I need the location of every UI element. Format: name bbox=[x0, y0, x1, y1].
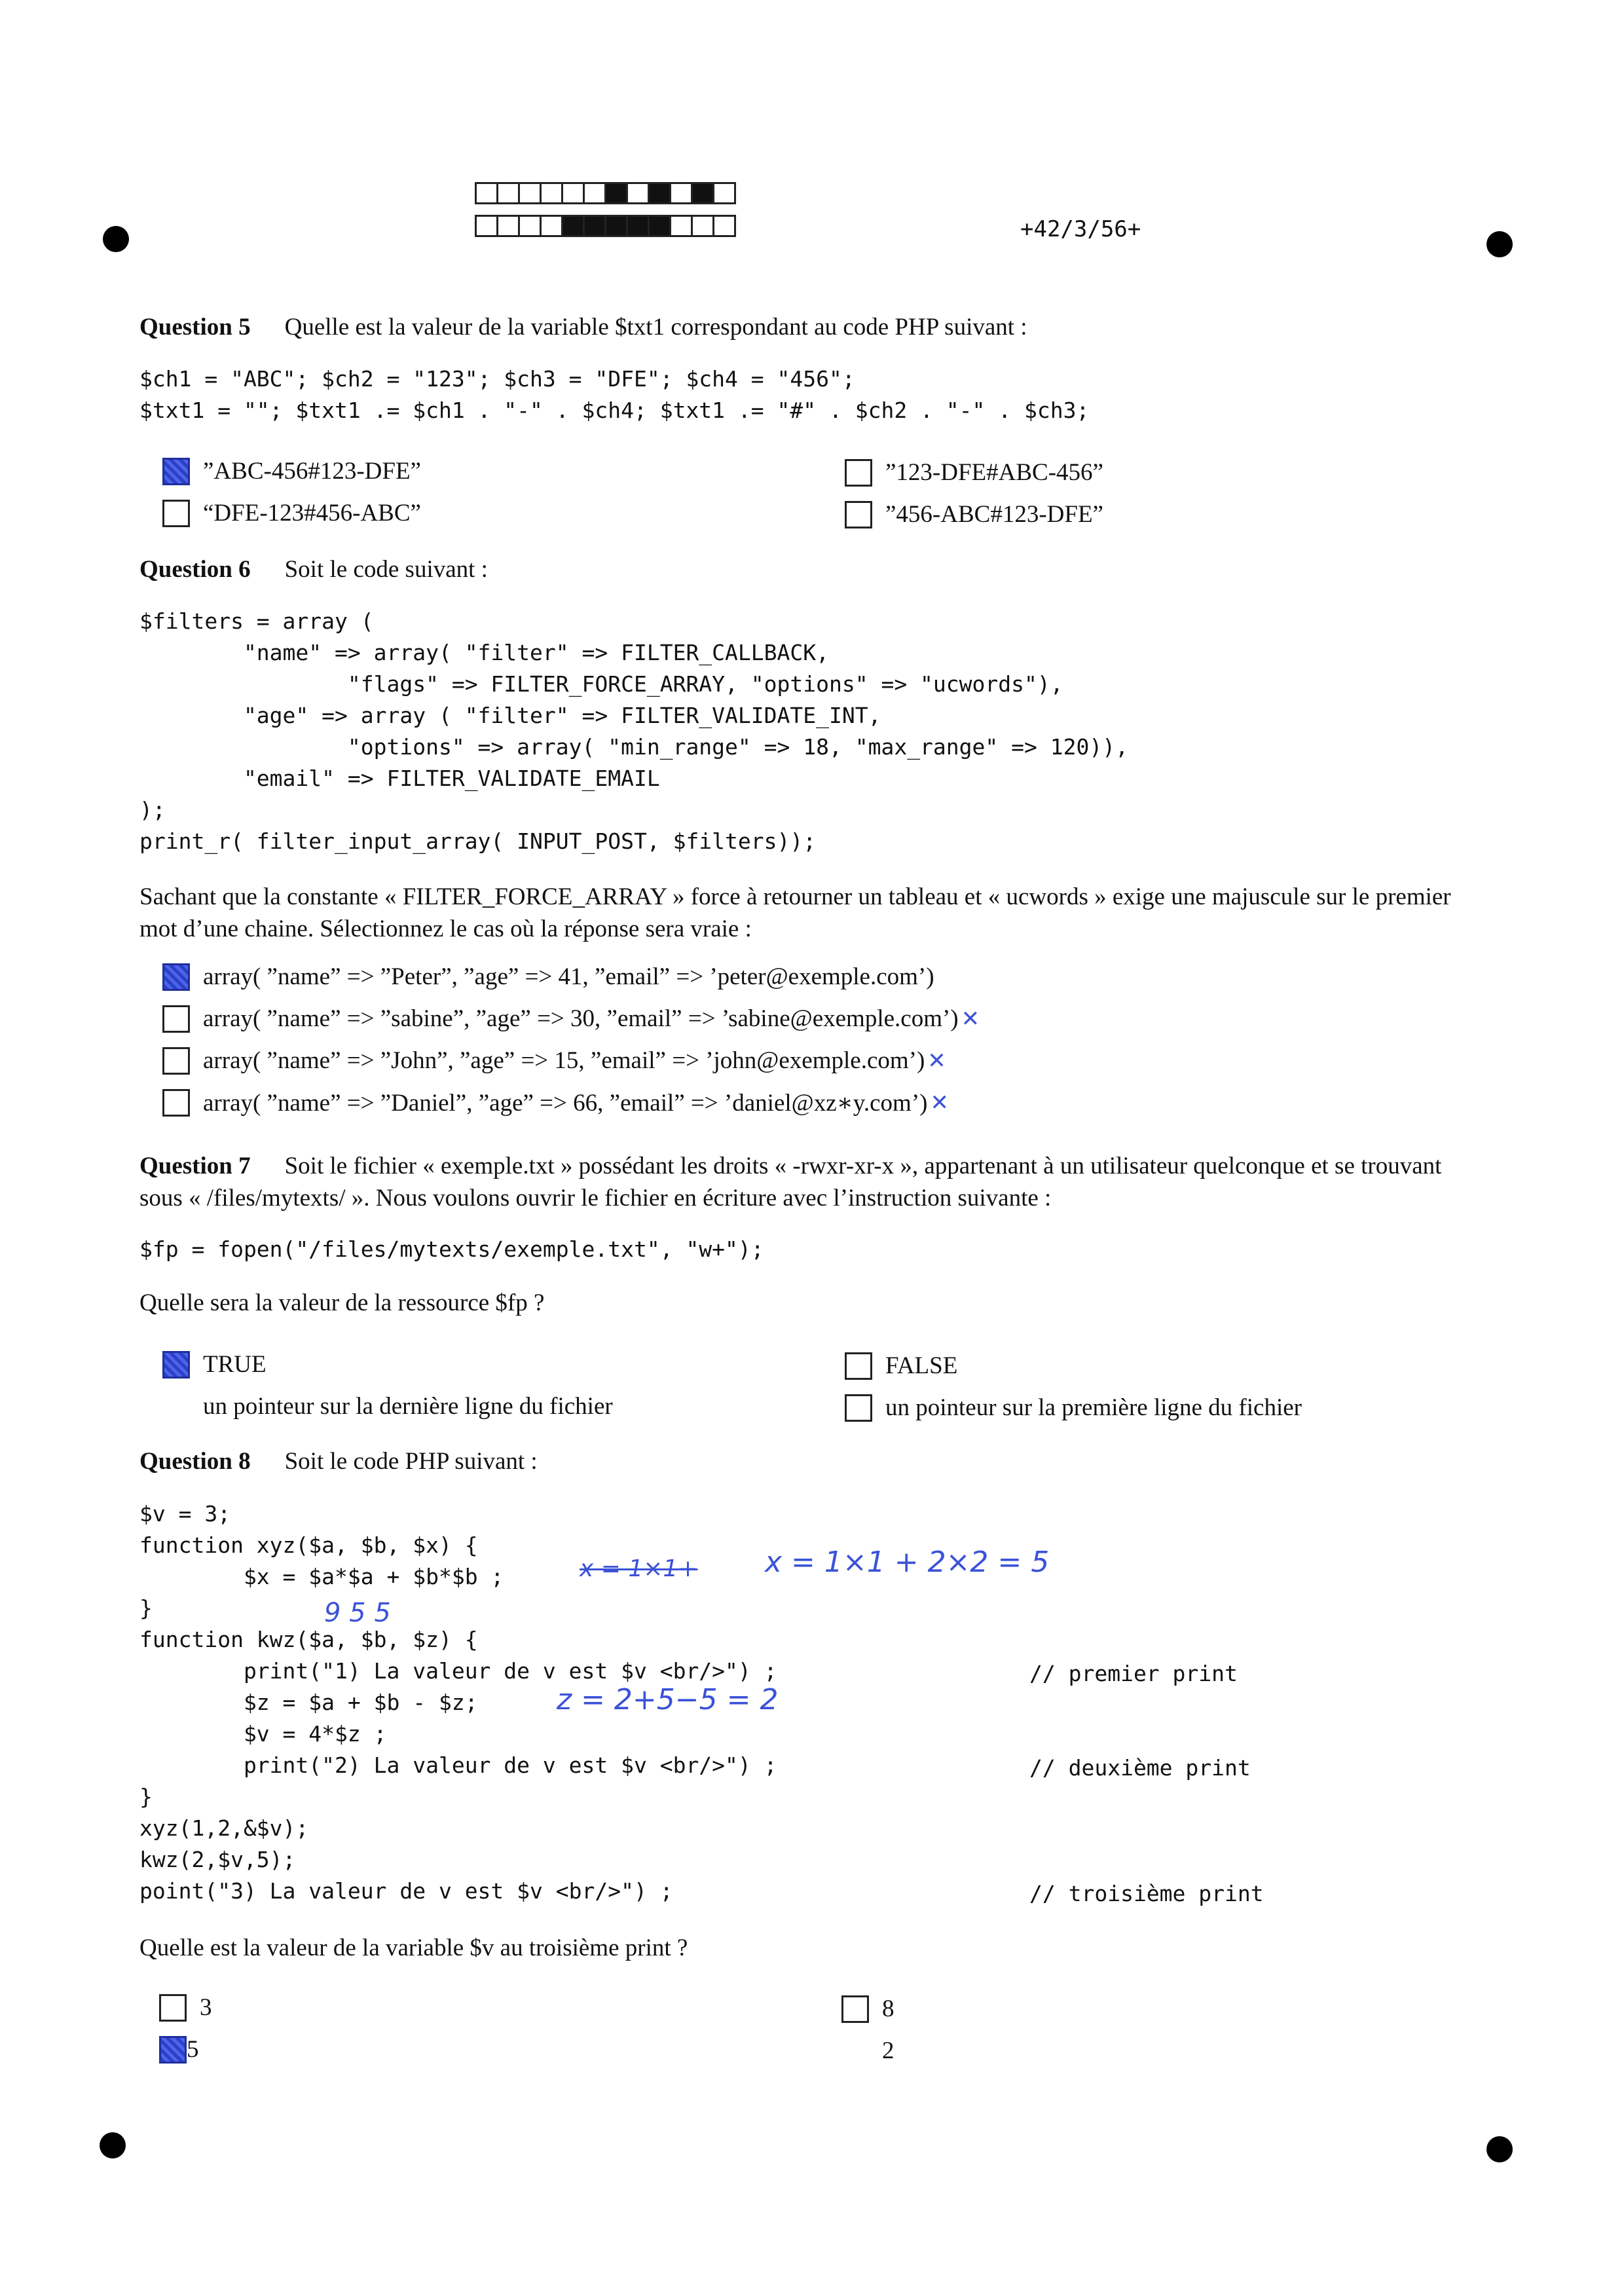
q6-option-3[interactable]: array( ”name” => ”John”, ”age” => 15, ”email” => ’john@exemple.com’) ✕ bbox=[162, 1046, 946, 1075]
checkbox-checked[interactable] bbox=[162, 458, 190, 485]
question-7-code: $fp = fopen("/files/mytexts/exemple.txt", "w+"); bbox=[139, 1236, 764, 1262]
checkbox[interactable] bbox=[159, 1994, 187, 2022]
barcode-cell bbox=[691, 182, 714, 204]
question-prompt: Soit le fichier « exemple.txt » possédant les droits « -rwxr-xr-x », appartenant à un utilisateur quelconque et se trouvant sous « /files/mytexts/ ». Nous voulons ouvrir le fichier en écriture avec l’instruction suivante : bbox=[139, 1153, 1442, 1212]
checkbox[interactable] bbox=[162, 1089, 190, 1117]
q8-option-4[interactable]: 2 bbox=[841, 2037, 895, 2065]
checkbox[interactable] bbox=[845, 1352, 872, 1380]
q5-option-2[interactable]: ”123-DFE#ABC-456” bbox=[845, 458, 1103, 487]
barcode-cell bbox=[540, 182, 563, 204]
q5-option-3[interactable]: “DFE-123#456-ABC” bbox=[162, 499, 421, 527]
q7-option-3[interactable]: un pointeur sur la dernière ligne du fichier bbox=[162, 1392, 613, 1420]
barcode-cell bbox=[669, 215, 693, 237]
question-prompt: Quelle est la valeur de la variable $txt1 correspondant au code PHP suivant : bbox=[284, 314, 1027, 341]
question-8-header bbox=[139, 1447, 538, 1475]
question-8-code: $v = 3; function xyz($a, $b, $x) { $x = $a*$a + $b*$b ; } function kwz($a, $b, $z) { print("1) La valeur de v est $v <br/>") ; $z = $a + $b - $z; $v = 4*$z ; print("2) La valeur de v est $v <br/>") ; } xyz(1,2,&$v); kwz(2,$v,5); point("3) La valeur de v est $v <br/>") ; bbox=[139, 1501, 777, 1904]
checkbox[interactable] bbox=[162, 500, 190, 527]
checkbox[interactable] bbox=[162, 1005, 190, 1033]
barcode-row-1 bbox=[477, 182, 736, 204]
registration-mark-top-right bbox=[1486, 231, 1513, 257]
q6-option-4[interactable]: array( ”name” => ”Daniel”, ”age” => 66, ”email” => ’daniel@xz∗y.com’) ✕ bbox=[162, 1088, 949, 1117]
registration-mark-bottom-right bbox=[1486, 2136, 1513, 2162]
code-comment-3: // troisième print bbox=[1029, 1881, 1264, 1906]
barcode-cell bbox=[496, 182, 520, 204]
checkbox-checked[interactable] bbox=[162, 1351, 190, 1379]
barcode-cell bbox=[604, 215, 628, 237]
question-5-header bbox=[139, 313, 1027, 341]
barcode-cell bbox=[583, 215, 606, 237]
barcode-cell bbox=[648, 182, 671, 204]
q7-option-1[interactable]: TRUE bbox=[162, 1350, 267, 1379]
q8-option-1[interactable]: 3 bbox=[159, 1993, 212, 2022]
registration-mark-bottom-left bbox=[100, 2132, 126, 2158]
checkbox[interactable] bbox=[845, 1394, 872, 1422]
barcode-cell bbox=[475, 215, 498, 237]
handwriting-z-calc: z = 2+5−5 = 2 bbox=[557, 1683, 779, 1716]
question-number: Question 6 bbox=[139, 556, 251, 583]
q5-option-4[interactable]: ”456-ABC#123-DFE” bbox=[845, 500, 1103, 528]
barcode-cell bbox=[604, 182, 628, 204]
barcode-cell bbox=[712, 182, 736, 204]
handwriting-args: 9 5 5 bbox=[324, 1598, 391, 1628]
barcode-cell bbox=[691, 215, 714, 237]
q6-option-2[interactable]: array( ”name” => ”sabine”, ”age” => 30, ”email” => ’sabine@exemple.com’) ✕ bbox=[162, 1005, 980, 1033]
q7-option-2[interactable]: FALSE bbox=[845, 1352, 957, 1380]
barcode-cell bbox=[496, 215, 520, 237]
barcode-cell bbox=[561, 215, 585, 237]
barcode-cell bbox=[583, 182, 606, 204]
handwriting-x-calc: x = 1×1 + 2×2 = 5 bbox=[765, 1546, 1050, 1579]
checkbox-checked[interactable] bbox=[159, 2036, 187, 2064]
handwriting-struck: x = 1×1+ bbox=[580, 1555, 698, 1582]
code-comment-1: // premier print bbox=[1029, 1661, 1238, 1686]
question-5-code: $ch1 = "ABC"; $ch2 = "123"; $ch3 = "DFE"; $ch4 = "456"; $txt1 = ""; $txt1 .= $ch1 . "-" . $ch4; $txt1 .= "#" . $ch2 . "-" . $ch3; bbox=[139, 366, 1090, 423]
checkbox[interactable] bbox=[845, 501, 872, 528]
question-number: Question 7 bbox=[139, 1153, 251, 1179]
barcode-row-2 bbox=[477, 215, 736, 237]
question-8-question: Quelle est la valeur de la variable $v au troisième print ? bbox=[139, 1935, 688, 1961]
q8-option-3[interactable]: 5 bbox=[159, 2035, 199, 2064]
checkbox[interactable] bbox=[162, 1047, 190, 1075]
q5-option-1[interactable]: ”ABC-456#123-DFE” bbox=[162, 457, 421, 485]
question-6-code: $filters = array ( "name" => array( "filter" => FILTER_CALLBACK, "flags" => FILTER_FORCE_ARRAY, "options" => "ucwords"), "age" => array ( "filter" => FILTER_VALIDATE_INT, "options" => array( "min_range" => 18, "max_range" => 120)), "email" => FILTER_VALIDATE_EMAIL ); print_r( filter_input_array( INPUT_POST, $filters)); bbox=[139, 608, 1128, 854]
sheet-code: +42/3/56+ bbox=[1020, 216, 1141, 242]
barcode-cell bbox=[712, 215, 736, 237]
question-6-header bbox=[139, 555, 488, 583]
registration-mark-top-left bbox=[103, 226, 129, 252]
handwritten-cross: ✕ bbox=[930, 1090, 949, 1116]
checkbox[interactable] bbox=[841, 2037, 869, 2065]
q7-option-4[interactable]: un pointeur sur la première ligne du fichier bbox=[845, 1394, 1302, 1422]
barcode-cell bbox=[561, 182, 585, 204]
checkbox-checked[interactable] bbox=[162, 963, 190, 991]
q6-option-1[interactable]: array( ”name” => ”Peter”, ”age” => 41, ”email” => ’peter@exemple.com’) bbox=[162, 963, 937, 991]
barcode-cell bbox=[626, 215, 650, 237]
checkbox[interactable] bbox=[162, 1393, 190, 1420]
question-number: Question 8 bbox=[139, 1448, 251, 1475]
question-7-header bbox=[139, 1150, 1482, 1214]
barcode-cell bbox=[518, 215, 542, 237]
barcode-cell bbox=[626, 182, 650, 204]
question-prompt: Soit le code suivant : bbox=[284, 556, 488, 583]
q8-option-2[interactable]: 8 bbox=[841, 1995, 895, 2023]
barcode-cell bbox=[648, 215, 671, 237]
question-number: Question 5 bbox=[139, 314, 251, 341]
checkbox[interactable] bbox=[841, 1995, 869, 2023]
question-6-explanation: Sachant que la constante « FILTER_FORCE_ARRAY » force à retourner un tableau et « ucwords » exige une majuscule sur le premier mot d’une chaine. Sélectionnez le cas où la réponse sera vraie : bbox=[139, 883, 1451, 942]
barcode-cell bbox=[540, 215, 563, 237]
question-7-question: Quelle sera la valeur de la ressource $fp ? bbox=[139, 1289, 545, 1316]
handwritten-cross: ✕ bbox=[927, 1047, 946, 1074]
code-comment-2: // deuxième print bbox=[1029, 1755, 1251, 1781]
checkbox[interactable] bbox=[845, 459, 872, 487]
barcode-cell bbox=[669, 182, 693, 204]
question-prompt: Soit le code PHP suivant : bbox=[284, 1448, 538, 1475]
barcode-cell bbox=[475, 182, 498, 204]
handwritten-cross: ✕ bbox=[961, 1005, 980, 1032]
barcode-cell bbox=[518, 182, 542, 204]
